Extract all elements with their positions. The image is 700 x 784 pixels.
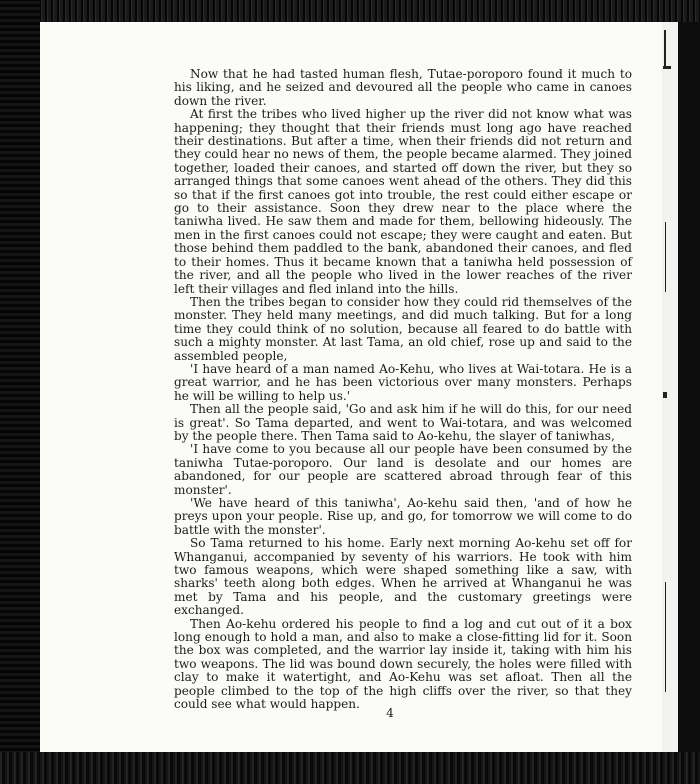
scan-border-right xyxy=(678,22,700,752)
paragraph: At first the tribes who lived higher up the river did not know what was happening; they thought that their friends must long ago have reached their destinations. But after a time, when their friends did not return and they could hear no news of them, the people became alarmed. They joined together, loaded their canoes, and started off down the river, but they so arranged things that some canoes went ahead of the others. They did this so that if the first canoes got into trouble, the rest could either escape or go to their assistance. Soon they drew near to the place where the taniwha lived. He saw them and made for them, bellowing hideously. The men in the first canoes could not escape; they were caught and eaten. But those behind them paddled to the bank, abandoned their canoes, and fled to their homes. Thus it became known that a taniwha held possession of the river, and all the people who lived in the lower reaches of the river left their villages and fled inland into the hills. xyxy=(174,107,632,296)
paragraph: Then the tribes began to consider how they could rid themselves of the monster. They held many meetings, and did much talking. But for a long time they could think of no solution, because all feared to do battle with such a mighty monster. At last Tama, an old chief, rose up and said to the assembled people, xyxy=(174,294,632,363)
body-text xyxy=(174,68,632,712)
paragraph: Now that he had tasted human flesh, Tutae-poroporo found it much to his liking, and he seized and devoured all the people who came in canoes down the river. xyxy=(174,67,632,108)
paragraph: Then all the people said, 'Go and ask him if he will do this, for our need is great'. So Tama departed, and went to Wai-totara, and was welcomed by the people there. Then Tama said to Ao-kehu, the slayer of taniwhas, xyxy=(174,402,632,443)
paragraph: Then Ao-kehu ordered his people to find a log and cut out of it a box long enough to hold a man, and also to make a close-fitting lid for it. Soon the box was completed, and the warrior lay inside it, taking with him his two weapons. The lid was bound down securely, the holes were filled with clay to make it watertight, and Ao-Kehu was set afloat. Then all the people climbed to the top of the high cliffs over the river, so that they could see what would happen. xyxy=(174,616,632,712)
paragraph: 'I have heard of a man named Ao-Kehu, who lives at Wai-totara. He is a great warrior, and he has been victorious over many monsters. Perhaps he will be willing to help us.' xyxy=(174,361,632,403)
scan-border-bottom xyxy=(0,752,700,784)
scan-border-left xyxy=(0,0,40,784)
paragraph: 'We have heard of this taniwha', Ao-kehu said then, 'and of how he preys upon your people. Rise up, and go, for tomorrow we will come to do battle with the monster'. xyxy=(174,496,632,537)
scan-border-top xyxy=(0,0,700,22)
adjacent-page-edge xyxy=(662,22,678,752)
paragraph: So Tama returned to his home. Early next morning Ao-kehu set off for Whanganui, accompanied by seventy of his warriors. He took with him two famous weapons, which were shaped something like a saw, with sharks' teeth along both edges. When he arrived at Whanganui he was met by Tama and his people, and the customary greetings were exchanged. xyxy=(174,536,632,618)
page-number: 4 xyxy=(386,706,394,720)
paragraph: 'I have come to you because all our people have been consumed by the taniwha Tutae-poroporo. Our land is desolate and our homes are abandoned, for our people are scattered abroad through fear of this monster'. xyxy=(174,442,632,497)
